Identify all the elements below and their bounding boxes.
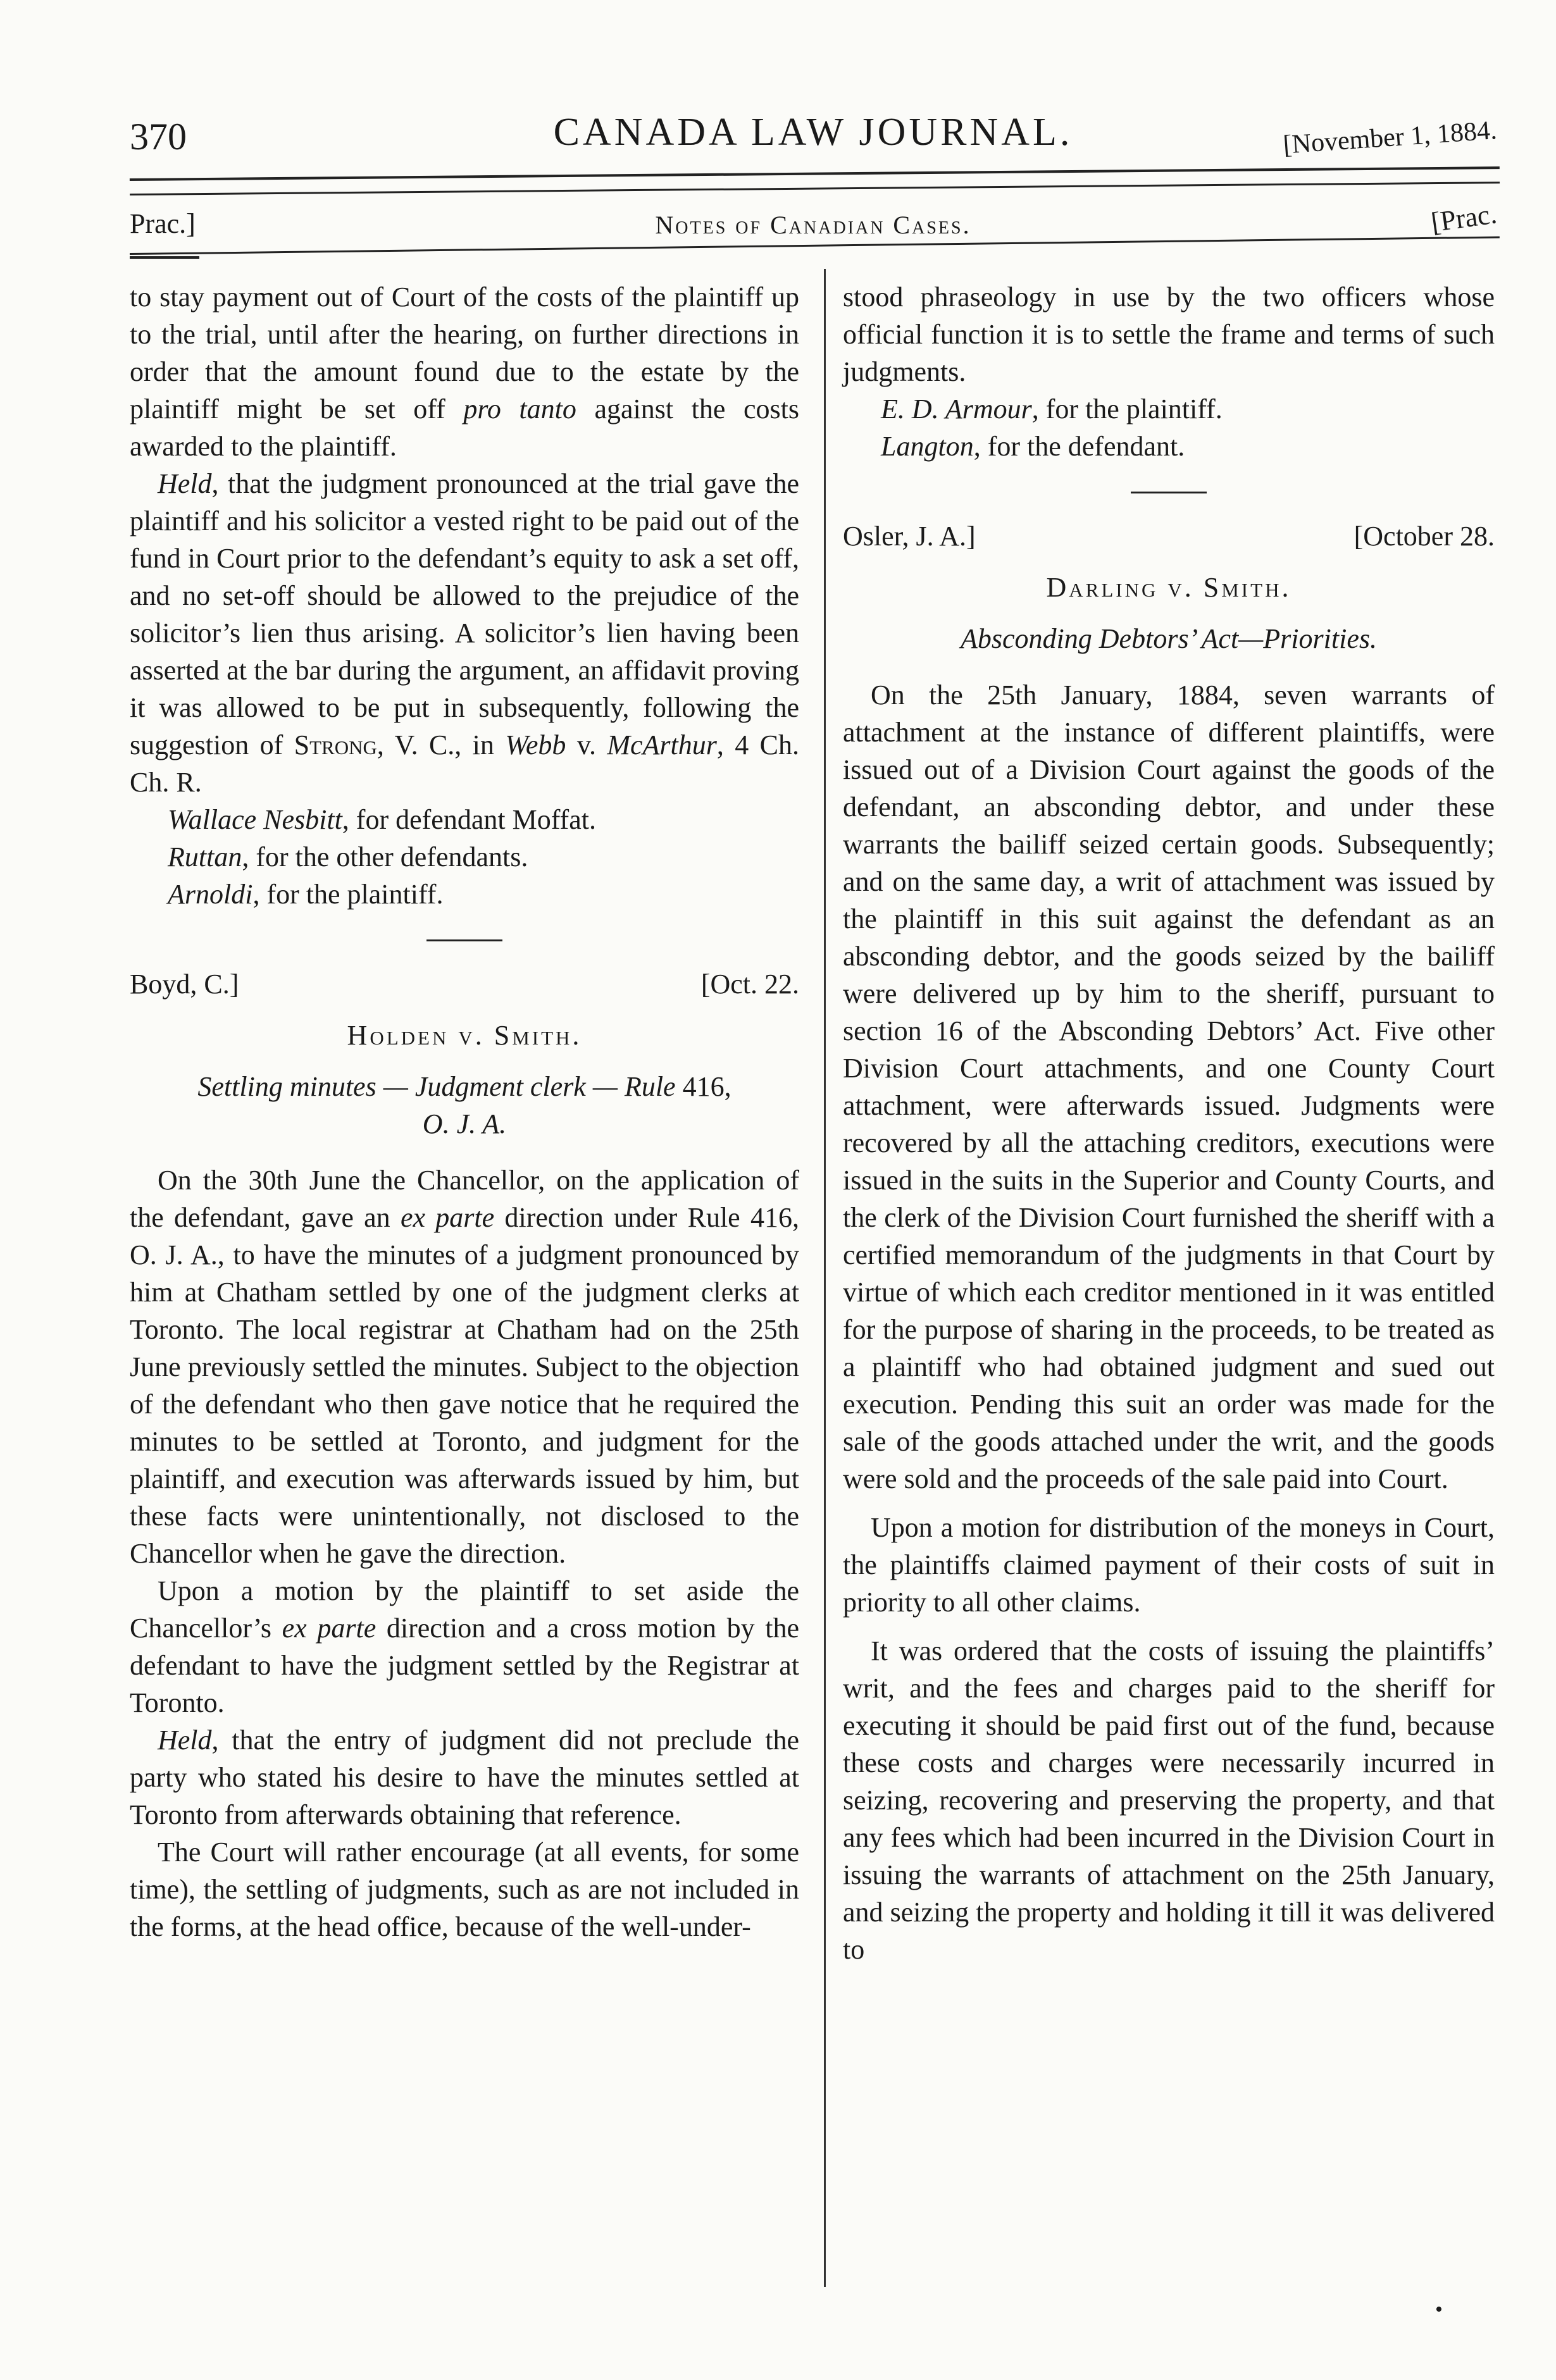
counsel-name: E. D. Armour (881, 394, 1032, 425)
case-judge: Osler, J. A.] (843, 521, 976, 552)
counsel-line (843, 390, 1495, 428)
column-divider (824, 269, 826, 2287)
case-paragraph (130, 1721, 799, 1833)
case-separator (1131, 492, 1207, 493)
case-party: McArthur (607, 729, 717, 760)
case-paragraph: Upon a motion for distribution of the moneys in Court, the plaintiffs claimed payment of their costs of suit in priority to all other claims. (843, 1512, 1495, 1618)
text-run: v. (566, 729, 607, 760)
counsel-role: , for the plaintiff. (1031, 394, 1223, 425)
case-subject (130, 1068, 799, 1143)
case-date: [Oct. 22. (700, 969, 799, 1000)
section-title: Notes of Canadian Cases. (655, 211, 971, 239)
italic-term: ex parte (400, 1202, 495, 1233)
case-title: Darling v. Smith. (1046, 572, 1291, 603)
held-word: Held (158, 1725, 212, 1756)
case-title: Holden v. Smith. (347, 1020, 582, 1051)
text-run: against the costs awarded to the plaintiff. (130, 394, 799, 462)
counsel-name: Wallace Nesbitt (168, 804, 342, 835)
left-column (130, 278, 799, 1945)
counsel-role: , for the plaintiff. (252, 879, 444, 910)
text-run: , that the judgment pronounced at the trial gave the plaintiff and his solicitor a vested right to be paid out of the fund in Court prior to the defendant’s equity to ask a set off, and no set-off should be allowed to the prejudice of the solicitor’s lien thus arising. A solicitor’s lien having been asserted at the bar during the argument, an affidavit proving it was allowed to be put in subsequently, following the suggestion of (130, 468, 799, 760)
held-paragraph (130, 465, 799, 801)
counsel-role: , for the other defendants. (242, 841, 528, 872)
continued-paragraph: stood phraseology in use by the two officers whose official function it is to settle the frame and terms of such judgments. (843, 282, 1495, 387)
counsel-role: , for defendant Moffat. (342, 804, 596, 835)
header-double-rule (130, 166, 1500, 195)
case-separator (426, 939, 502, 941)
italic-term: pro tanto (463, 394, 576, 425)
page-header (130, 108, 1497, 164)
case-paragraph (130, 1572, 799, 1721)
text-run: direction and a cross motion by the defendant to have the judgment settled by the Registrar at Toronto. (130, 1613, 799, 1718)
case-judge: Boyd, C.] (130, 969, 239, 1000)
counsel-line (130, 801, 799, 838)
subject-text: Settling minutes — Judgment clerk — Rule (197, 1071, 676, 1102)
counsel-line (843, 428, 1495, 465)
case-paragraph: The Court will rather encourage (at all events, for some time), the settling of judgments, such as are not included in the forms, at the head office, because of the well-under- (130, 1837, 799, 1942)
case-paragraph: It was ordered that the costs of issuing the plaintiffs’ writ, and the fees and charges paid to the sheriff for executing it should be paid first out of the fund, because these costs and charges were necessarily incurred in seizing, recovering and preserving the property, and that any fees which had been incurred in the Division Court in issuing the warrants of attachment on the 25th January, and seizing the property and holding it till it was delivered to (843, 1635, 1495, 1965)
text-run: , 4 Ch. Ch. R. (130, 729, 799, 798)
held-word: Held (158, 468, 212, 499)
text-run: Upon a motion by the plaintiff to set aside the Chancellor’s (130, 1575, 799, 1644)
case-date: [October 28. (1354, 521, 1495, 552)
counsel-role: , for the defendant. (973, 431, 1185, 462)
case-paragraph (130, 1162, 799, 1572)
counsel-name: Langton (881, 431, 974, 462)
case-heading-line (130, 965, 799, 1003)
text-run: , V. C., in (377, 729, 506, 760)
subject-rule-number: 416, (675, 1071, 731, 1102)
journal-title: CANADA LAW JOURNAL. (553, 111, 1073, 154)
subject-text: O. J. A. (422, 1108, 507, 1139)
continued-paragraph (130, 278, 799, 465)
page-number: 370 (130, 116, 187, 158)
issue-date: [November 1, 1884. (1281, 116, 1498, 160)
counsel-line (130, 838, 799, 876)
text-run: to stay payment out of Court of the costs of the plaintiff up to the trial, until after the hearing, on further directions in order that the amount found due to the estate by the plaintiff might be set off (130, 282, 799, 425)
section-left-label: Prac.] (130, 208, 196, 239)
counsel-name: Arnoldi (168, 879, 253, 910)
judge-name: Strong (294, 729, 377, 760)
right-column (843, 278, 1495, 1968)
case-heading-line (843, 518, 1495, 555)
section-header (130, 198, 1499, 242)
case-party: Webb (505, 729, 566, 760)
counsel-line (130, 876, 799, 913)
ink-speck: • (1435, 2298, 1443, 2321)
text-run: On the 30th June the Chancellor, on the application of the defendant, gave an (130, 1165, 799, 1233)
text-run: direction under Rule 416, O. J. A., to have the minutes of a judgment pronounced by him at Chatham settled by one of the judgment clerks at Toronto. The local registrar at Chatham had on the 25th June previously settled the minutes. Subject to the objection of the defendant who then gave notice that he required the minutes to be settled at Toronto, and judgment for the plaintiff, and execution was afterwards issued by him, but these facts were unintentionally, not disclosed to the Chancellor when he gave the direction. (130, 1202, 800, 1569)
section-rule-left-stub (130, 256, 199, 259)
italic-term: ex parte (282, 1613, 377, 1644)
text-run: , that the entry of judgment did not preclude the party who stated his desire to have the minutes settled at Toronto from afterwards obtaining that reference. (130, 1725, 799, 1830)
case-subject: Absconding Debtors’ Act—Priorities. (961, 623, 1377, 654)
case-paragraph: On the 25th January, 1884, seven warrants of attachment at the instance of different plaintiffs, were issued out of a Division Court against the goods of the defendant, an absconding debtor, and under these warrants the bailiff seized certain goods. Subsequently; and on the same day, a writ of attachment was issued by the plaintiff in this suit against the defendant as an absconding debtor, and the goods seized by the bailiff were delivered up by him to the sheriff, pursuant to section 16 of the Absconding Debtors’ Act. Five other Division Court attachments, and one County Court attachment, were afterwards issued. Judgments were recovered by all the attaching creditors, executions were issued in the suits in the Superior and County Courts, and the clerk of the Division Court furnished the sheriff with a certified memorandum of the judgments in that Court by virtue of which each creditor mentioned in it was entitled for the purpose of sharing in the proceeds, to be treated as a plaintiff who had obtained judgment and sued out execution. Pending this suit an order was made for the sale of the goods attached under the writ, and the goods were sold and the proceeds of the sale paid into Court. (843, 679, 1495, 1494)
section-right-label: [Prac. (1429, 198, 1499, 239)
counsel-name: Ruttan (168, 841, 242, 872)
